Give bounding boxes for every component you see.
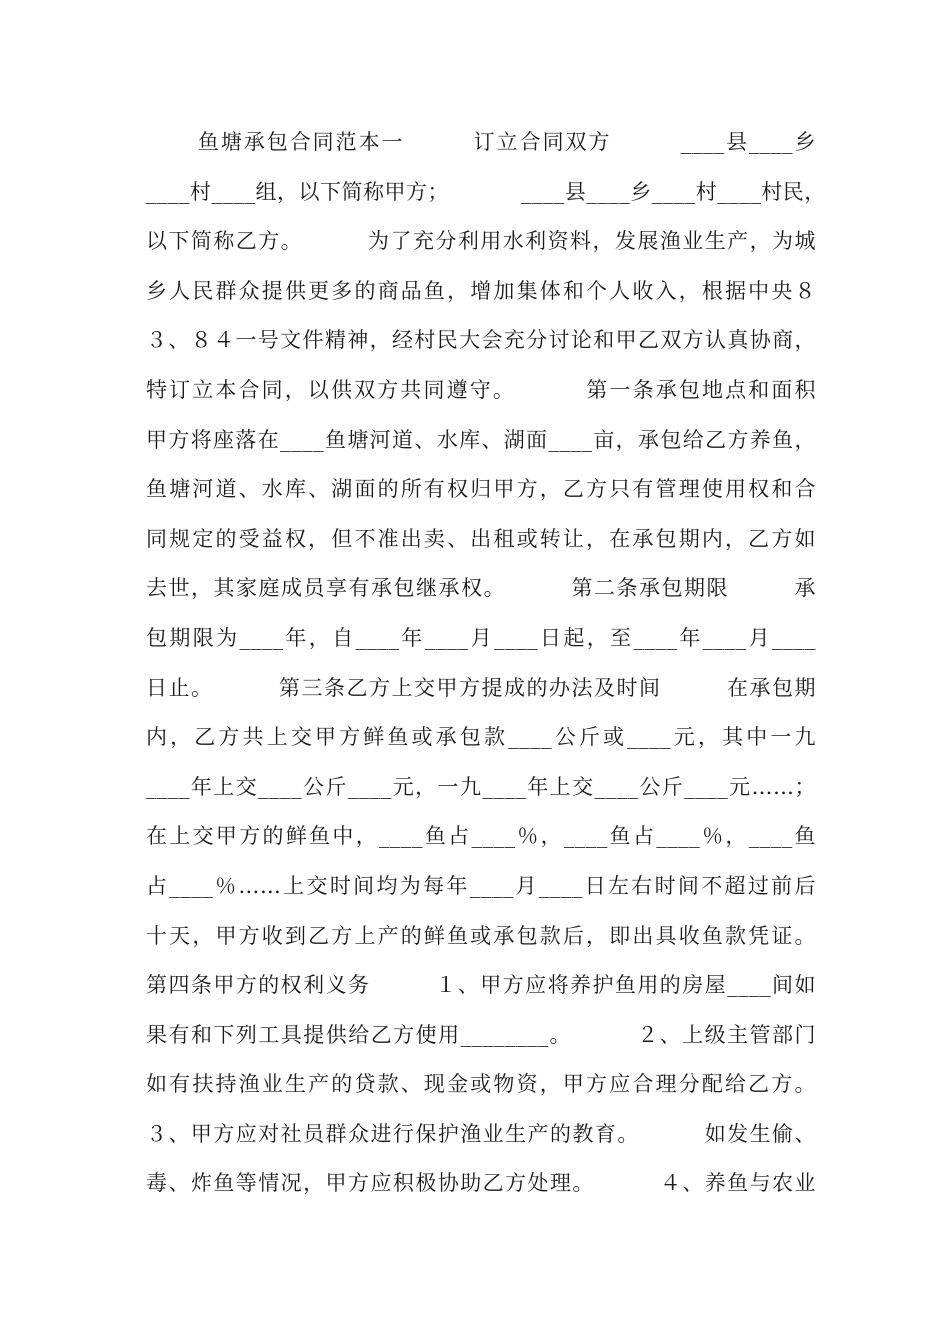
text-line-4: 乡人民群众提供更多的商品鱼，增加集体和个人收入，根据中央８ <box>146 278 816 303</box>
text-line-20: 如有扶持渔业生产的贷款、现金或物资，甲方应合理分配给乙方。 <box>146 1072 816 1097</box>
text-line-7: 甲方将座落在____鱼塘河道、水库、湖面____亩，承包给乙方养鱼， <box>146 427 816 452</box>
text-line-18: 第四条甲方的权利义务 １、甲方应将养护鱼用的房屋____间如 <box>146 973 816 998</box>
text-line-8: 鱼塘河道、水库、湖面的所有权归甲方，乙方只有管理使用权和合 <box>146 477 816 502</box>
text-line-2: ____村____组，以下简称甲方； ____县____乡____村____村民， <box>146 179 826 204</box>
text-line-19: 果有和下列工具提供给乙方使用________。 ２、上级主管部门 <box>146 1022 816 1047</box>
text-line-9: 同规定的受益权，但不准出卖、出租或转让，在承包期内，乙方如 <box>146 526 816 551</box>
text-line-6: 特订立本合同，以供双方共同遵守。 第一条承包地点和面积 <box>146 377 816 402</box>
text-line-12: 日止。 第三条乙方上交甲方提成的办法及时间 在承包期 <box>146 675 816 700</box>
text-line-11: 包期限为____年，自____年____月____日起，至____年____月____ <box>146 625 816 650</box>
contract-body-text <box>146 118 826 1209</box>
text-line-15: 在上交甲方的鲜鱼中，____鱼占____％，____鱼占____％，____鱼 <box>146 824 816 849</box>
text-line-21: ３、甲方应对社员群众进行保护渔业生产的教育。 如发生偷、 <box>146 1121 816 1146</box>
text-line-14: ____年上交____公斤____元，一九____年上交____公斤____元……； <box>146 774 816 799</box>
text-line-5: ３、８４一号文件精神，经村民大会充分讨论和甲乙双方认真协商， <box>146 328 816 353</box>
text-line-10: 去世，其家庭成员享有承包继承权。 第二条承包期限 承 <box>146 576 816 601</box>
text-line-16: 占____％……上交时间均为每年____月____日左右时间不超过前后 <box>146 873 816 898</box>
text-line-22: 毒、炸鱼等情况，甲方应积极协助乙方处理。 ４、养鱼与农业 <box>146 1171 816 1196</box>
text-line-3: 以下简称乙方。 为了充分利用水利资料，发展渔业生产，为城 <box>146 229 816 254</box>
text-line-1: 鱼塘承包合同范本一 订立合同双方 ____县____乡 <box>146 130 816 154</box>
text-line-13: 内，乙方共上交甲方鲜鱼或承包款____公斤或____元，其中一九 <box>146 725 816 750</box>
text-line-17: 十天，甲方收到乙方上产的鲜鱼或承包款后，即出具收鱼款凭证。 <box>146 923 816 948</box>
